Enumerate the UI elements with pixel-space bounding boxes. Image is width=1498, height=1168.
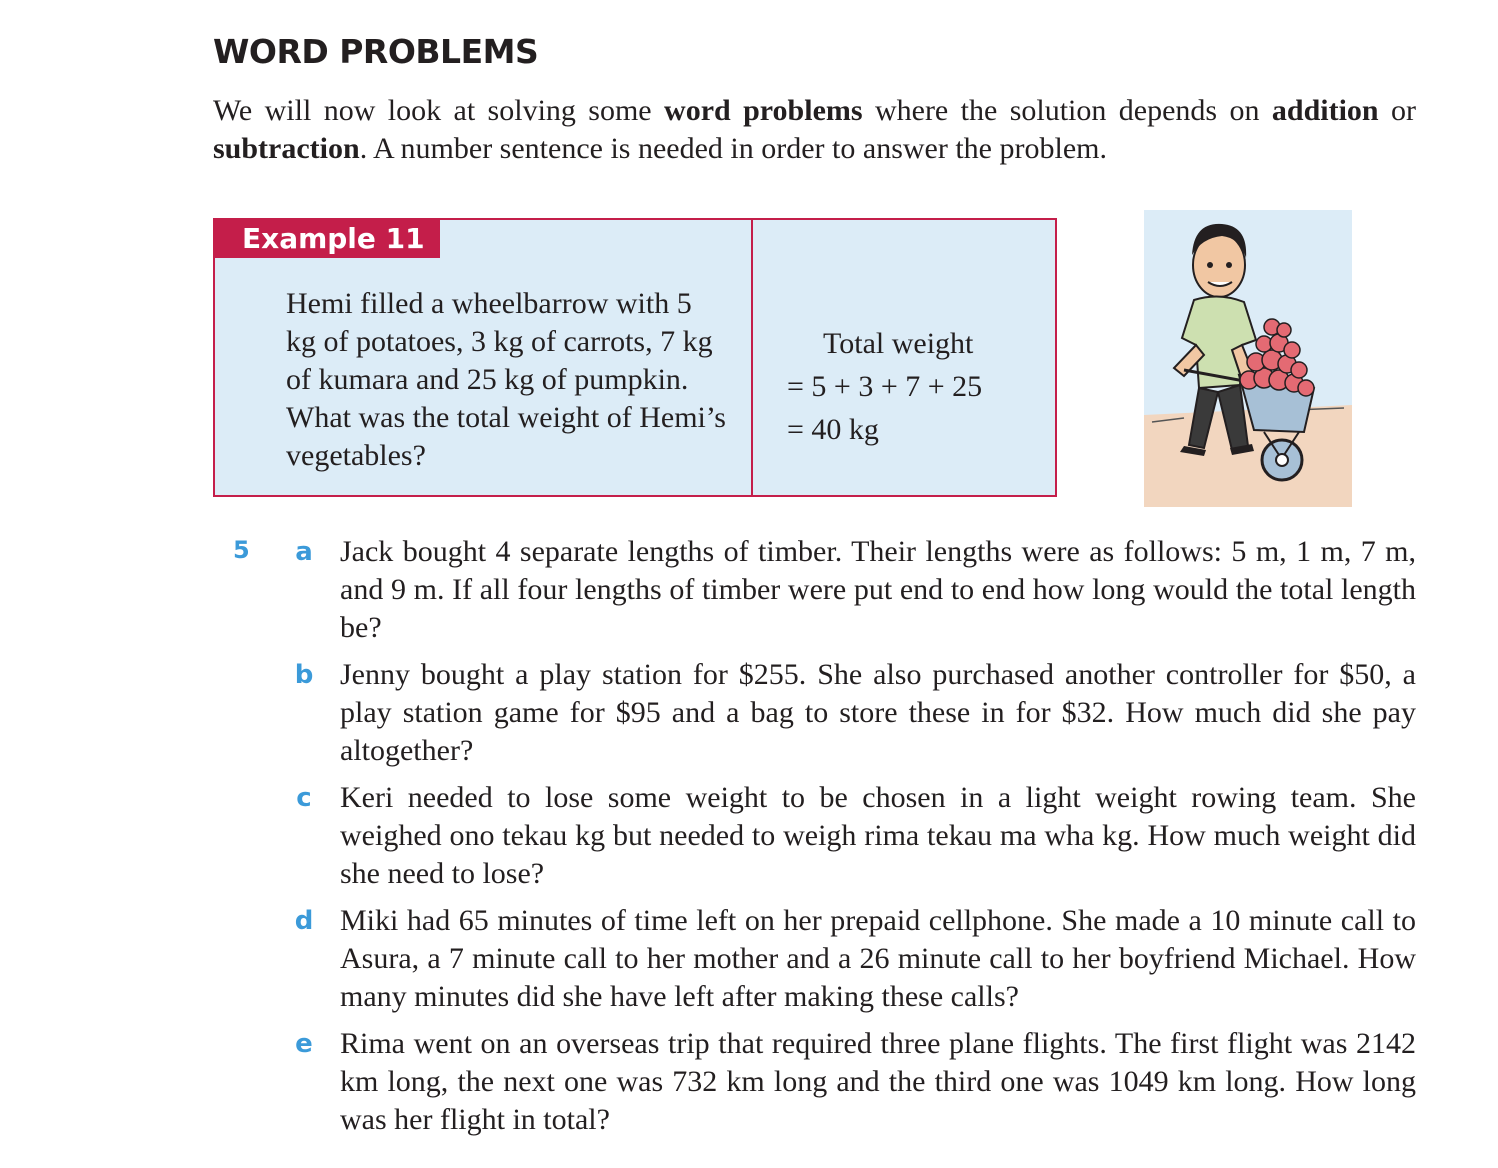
part-text: Miki had 65 minutes of time left on her prepaid cellphone. She made a 10 minute call to Asura, a 7 minute call to her mother and a 26 minute call to her boyfriend Michael. How many minutes did she have left after making these calls? [340,904,1416,1013]
intro-paragraph [213,92,1416,168]
solution-line: Total weight [823,327,974,360]
example-box [213,218,1057,497]
solution-line: = 40 kg [787,413,879,446]
part-text: Keri needed to lose some weight to be chosen in a light weight rowing team. She weighed ono tekau kg but needed to weigh rima tekau ma wha kg. How much weight did she need to lose? [340,781,1416,890]
solution-line: = 5 + 3 + 7 + 25 [787,370,983,403]
question-part [295,533,1416,647]
section-heading: WORD PROBLEMS [213,32,539,71]
example-question: Hemi filled a wheelbarrow with 5 kg of potatoes, 3 kg of carrots, 7 kg of kumara and 25 kg of pumpkin. What was the total weight of Hemi’s vegetables? [286,287,726,472]
part-letter: e [295,1029,313,1059]
example-label: Example 11 [215,220,440,258]
part-letter: a [295,537,313,567]
intro-text: . A number sentence is needed in order to answer the problem. [359,132,1107,165]
question-part [296,779,1416,893]
example-divider [751,220,753,495]
part-letter: c [296,783,312,813]
part-text: Jack bought 4 separate lengths of timber. Their lengths were as follows: 5 m, 1 m, 7 m, and 9 m. If all four lengths of timber were put end to end how long would the total length be? [340,535,1416,644]
intro-bold-term: subtraction [213,132,360,165]
wheelbarrow-illustration [1144,210,1352,507]
intro-text: We will now look at solving some [213,94,665,127]
part-text: Rima went on an overseas trip that required three plane flights. The first flight was 2142 km long, the next one was 732 km long and the third one was 1049 km long. How long was her flight in total? [340,1027,1416,1136]
intro-bold-term: word problems [664,94,863,127]
part-letter: b [294,660,314,690]
intro-bold-term: addition [1271,94,1379,127]
question-part [294,656,1416,770]
question-number: 5 [233,536,250,564]
question-part [294,902,1416,1016]
part-text: Jenny bought a play station for $255. She also purchased another controller for $50, a play station game for $95 and a bag to store these in for $32. How much did she pay altogether? [340,658,1416,767]
example-solution [787,322,1037,451]
question-part [295,1025,1416,1139]
part-letter: d [294,906,314,936]
intro-text: or [1378,94,1417,127]
intro-text: where the solution depends on [862,94,1272,127]
